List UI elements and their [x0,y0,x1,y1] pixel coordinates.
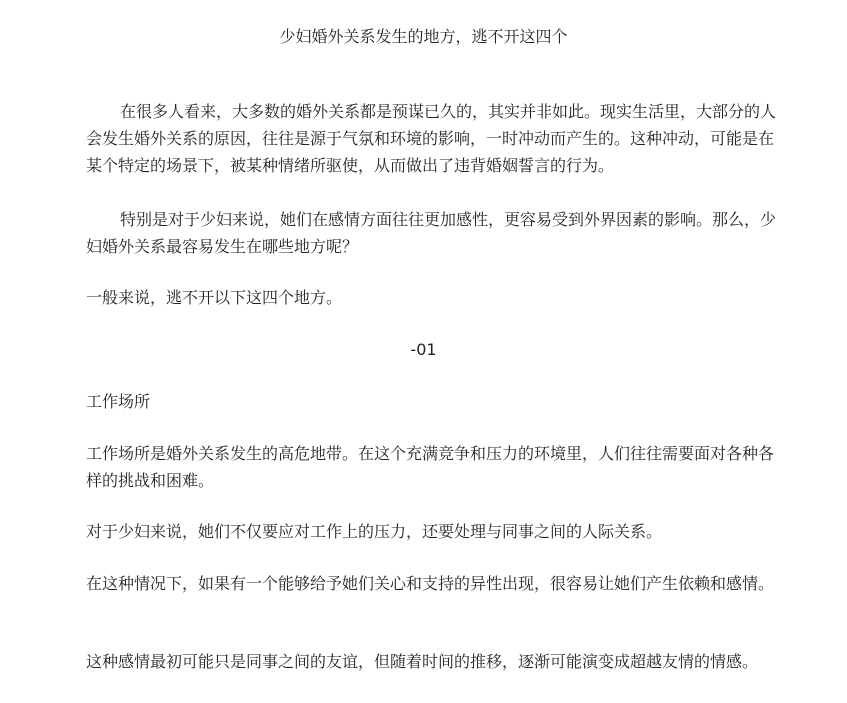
paragraph-support: 在这种情况下，如果有一个能够给予她们关心和支持的异性出现，很容易让她们产生依赖和感情。 [86,574,775,593]
section-number: -01 [410,340,437,359]
paragraph-question: 特别是对于少妇来说，她们在感情方面往往更加感性，更容易受到外界因素的影响。那么，少妇婚外关系最容易发生在哪些地方呢？ [86,210,777,256]
paragraph-intro: 在很多人看来，大多数的婚外关系都是预谋已久的，其实并非如此。现实生活里，大部分的人会发生婚外关系的原因，往往是源于气氛和环境的影响，一时冲动而产生的。这种冲动，可能是在某个特定的场景下，被某种情绪所驱使，从而做出了违背婚姻誓言的行为。 [86,102,777,175]
paragraph-workplace: 工作场所是婚外关系发生的高危地带。在这个充满竞争和压力的环境里，人们往往需要面对各种各样的挑战和困难。 [86,444,775,490]
section-heading: 工作场所 [86,392,151,411]
paragraph-friendship: 这种感情最初可能只是同事之间的友谊，但随着时间的推移，逐渐可能演变成超越友情的情感。 [86,652,759,671]
paragraph-summary: 一般来说，逃不开以下这四个地方。 [86,288,343,307]
paragraph-colleagues: 对于少妇来说，她们不仅要应对工作上的压力，还要处理与同事之间的人际关系。 [86,522,663,541]
article-title: 少妇婚外关系发生的地方，逃不开这四个 [279,27,568,46]
